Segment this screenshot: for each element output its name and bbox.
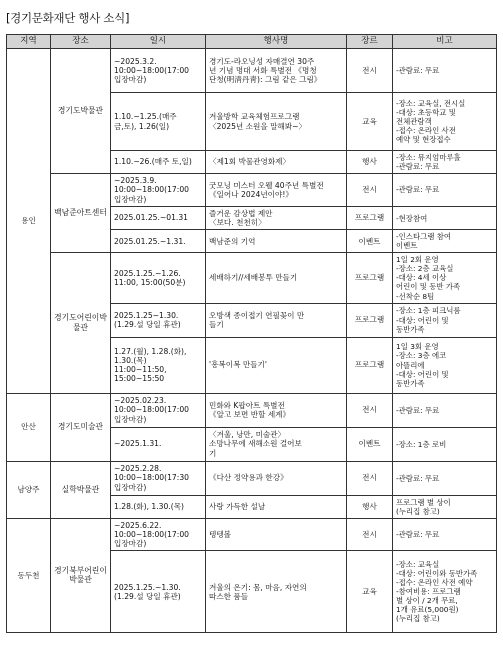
cell-line: 1.10.~1.25.(매주 <box>114 112 177 122</box>
header-date: 일시 <box>111 35 206 49</box>
note-cell <box>393 461 497 495</box>
header-note: 비고 <box>393 35 497 49</box>
cell-line: 11:00~11:50, <box>114 365 167 375</box>
cell-line: -접수: 온라인 사전 예약 <box>396 578 473 588</box>
cell-line: -인스타그램 참여 <box>396 232 451 242</box>
cell-line: -장소: 뮤지엄마루홀 <box>396 153 461 162</box>
cell-line: 입장마감) <box>114 75 147 85</box>
cell-line: 기 <box>209 448 217 458</box>
cell-line: 동반가족 <box>396 324 425 334</box>
cell-line: -대상: 어린이 및 <box>396 315 449 325</box>
cell-line: -관람료: 무료 <box>396 162 440 172</box>
note-cell <box>393 551 497 633</box>
event-cell <box>206 461 347 495</box>
cell-line: 1일 2회 운영 <box>396 255 439 265</box>
note-cell <box>393 93 497 151</box>
cell-line: -대상: 어린이 및 <box>396 369 449 379</box>
date-cell <box>111 303 206 337</box>
cell-line: -대상: 초등학교 및 <box>396 107 456 117</box>
header-venue: 장소 <box>51 35 111 49</box>
cell-line: -관람료: 무료 <box>396 473 440 483</box>
date-cell <box>111 230 206 253</box>
genre-cell: 이벤트 <box>347 230 393 253</box>
cell-line: 들기 <box>209 320 224 330</box>
cell-line: -관람료: 무료 <box>396 529 440 539</box>
cell-line: 금,토), 1.26(일) <box>114 121 170 131</box>
event-cell <box>206 206 347 230</box>
cell-line: 경기도-라오닝성 자매결연 30주 <box>209 56 315 66</box>
genre-cell: 교육 <box>347 551 393 633</box>
cell-line: 2025.1.25~1.30. <box>114 310 179 320</box>
cell-line: 동반가족 <box>396 378 425 388</box>
cell-line: 오방색 종이접기 연필꽂이 만 <box>209 310 305 320</box>
cell-line: 텡텡볼 <box>209 529 232 539</box>
cell-line: ~2025.3.2. <box>114 56 157 66</box>
venue-cell: 실학박물관 <box>51 461 111 518</box>
cell-line: 1.27.(월), 1.28.(화), <box>114 346 187 356</box>
event-cell <box>206 551 347 633</box>
date-cell <box>111 93 206 151</box>
region-cell: 동두천 <box>7 518 51 633</box>
region-cell: 용인 <box>7 49 51 394</box>
date-cell <box>111 518 206 551</box>
cell-line: -대상: 4세 이상 <box>396 273 447 283</box>
date-cell <box>111 461 206 495</box>
note-cell <box>393 230 497 253</box>
cell-line: 2025.1.25.~1.30. <box>114 582 181 592</box>
cell-line: 어린이 및 동반 가족 <box>396 282 461 292</box>
date-cell <box>111 174 206 207</box>
cell-line: 민화와 K팝아트 특별전 <box>209 400 285 410</box>
event-cell <box>206 49 347 93</box>
event-cell <box>206 253 347 303</box>
event-cell <box>206 93 347 151</box>
genre-cell: 전시 <box>347 174 393 207</box>
cell-line: 〈보다. 천천히〉 <box>209 218 266 228</box>
cell-line: ~2025.6.22. <box>114 520 162 530</box>
genre-cell: 프로그램 <box>347 337 393 393</box>
cell-line: -접수: 온라인 사전 <box>396 126 456 136</box>
date-cell <box>111 393 206 427</box>
cell-line: -장소: 1층 로비 <box>396 439 447 449</box>
cell-line: -선착순 8팀 <box>396 291 435 301</box>
event-cell <box>206 303 347 337</box>
cell-line: 1.28.(화), 1.30.(목) <box>114 501 184 511</box>
cell-line: 예약 및 현장접수 <box>396 135 451 145</box>
cell-line: (1.29.설 당일 휴관) <box>114 320 181 330</box>
cell-line: (누리집 참고) <box>396 614 440 624</box>
cell-line: 소망나무에 새해소원 걸어보 <box>209 439 302 449</box>
cell-line: -장소: 3층 에코 <box>396 351 447 361</box>
cell-line: 백남준의 기억 <box>209 236 256 246</box>
genre-cell: 이벤트 <box>347 427 393 461</box>
cell-line: 《일어나 2024년이야!》 <box>209 189 293 199</box>
cell-line: 입장마감) <box>114 414 147 424</box>
note-cell <box>393 303 497 337</box>
date-cell <box>111 551 206 633</box>
cell-line: 세배하기//세배봉투 만들기 <box>209 273 298 283</box>
cell-line: 2025.1.25.~1.26. <box>114 268 181 278</box>
event-cell <box>206 427 347 461</box>
cell-line: -장소: 2층 교육실 <box>396 264 454 274</box>
cell-line: ~2025.3.9. <box>114 176 157 186</box>
table-body <box>7 49 497 633</box>
cell-line: 1.10.~26.(매주 토,일) <box>114 157 192 167</box>
cell-line: 즐거운 감상법 제안 <box>209 208 273 218</box>
cell-line: -관람료: 무료 <box>396 65 440 75</box>
event-cell <box>206 151 347 174</box>
header-region: 지역 <box>7 35 51 49</box>
cell-line: 〈2025년 소원을 말해봐~〉 <box>209 121 307 131</box>
event-cell <box>206 230 347 253</box>
table-row <box>7 461 497 495</box>
genre-cell: 행사 <box>347 495 393 518</box>
table-row <box>7 393 497 427</box>
cell-line: 프로그램 별 상이 <box>396 497 451 507</box>
cell-line: -현장참여 <box>396 213 428 223</box>
cell-line: 10:00~18:00(17:00 <box>114 65 189 75</box>
note-cell <box>393 49 497 93</box>
venue-cell: 경기도미술관 <box>51 393 111 461</box>
cell-line: 《다산 정약용과 한강》 <box>209 473 288 483</box>
date-cell <box>111 206 206 230</box>
cell-line: 전체관람객 <box>396 116 432 126</box>
cell-line: ~2025.02.23. <box>114 396 167 406</box>
venue-cell: 경기북부어린이박물관 <box>51 518 111 633</box>
cell-line: 2025.01.25.~01.31 <box>114 213 188 223</box>
cell-line: 년 기념 명대 서화 특별전 《명청 <box>209 65 317 75</box>
cell-line: 입장마감) <box>114 539 147 549</box>
note-cell <box>393 495 497 518</box>
cell-line: 이벤트 <box>396 241 418 251</box>
header-event: 행사명 <box>206 35 347 49</box>
cell-line: 10:00~18:00(17:30 <box>114 473 189 483</box>
genre-cell: 프로그램 <box>347 303 393 337</box>
note-cell <box>393 253 497 303</box>
cell-line: -장소: 교육실 <box>396 560 440 570</box>
cell-line: -대상: 어린이와 동반가족 <box>396 569 478 579</box>
table-row <box>7 253 497 303</box>
table-row <box>7 174 497 207</box>
cell-line: 1개 유료(5,000원) <box>396 605 459 615</box>
table-row <box>7 518 497 551</box>
genre-cell: 교육 <box>347 93 393 151</box>
genre-cell: 전시 <box>347 461 393 495</box>
cell-line: 굿모닝 미스터 오웰 40주년 특별전 <box>209 180 324 190</box>
cell-line: (누리집 참고) <box>396 506 440 516</box>
venue-cell: 경기도어린이박물관 <box>51 253 111 393</box>
cell-line: 입장마감) <box>114 482 147 492</box>
cell-line: -장소: 1층 피크닉룸 <box>396 306 461 316</box>
genre-cell: 전시 <box>347 518 393 551</box>
page-title: [경기문화재단 행사 소식] <box>6 11 130 25</box>
cell-line: '흥복이복 만들기' <box>209 360 267 370</box>
cell-line: 10:00~18:00(17:00 <box>114 405 189 415</box>
cell-line: 1일 3회 운영 <box>396 342 439 352</box>
genre-cell: 행사 <box>347 151 393 174</box>
event-cell <box>206 518 347 551</box>
events-table <box>6 34 497 633</box>
cell-line: ~2025.1.31. <box>114 439 162 449</box>
cell-line: 10:00~18:00(17:00 <box>114 185 189 195</box>
cell-line: ~2025.2.28. <box>114 464 162 474</box>
cell-line: 《알고 보면 반할 세계》 <box>209 410 291 420</box>
cell-line: 아뜰리에 <box>396 360 425 370</box>
event-cell <box>206 495 347 518</box>
venue-cell: 경기도박물관 <box>51 49 111 174</box>
date-cell <box>111 337 206 393</box>
note-cell <box>393 151 497 174</box>
cell-line: 겨울의 온기: 몸, 마음, 자연의 <box>209 582 307 592</box>
cell-line: -관람료: 무료 <box>396 405 440 415</box>
note-cell <box>393 206 497 230</box>
date-cell <box>111 427 206 461</box>
table-row <box>7 49 497 93</box>
cell-line: 따스한 품들 <box>209 591 249 601</box>
table-header-row <box>7 35 497 49</box>
region-cell: 안산 <box>7 393 51 461</box>
cell-line: 입장마감) <box>114 194 147 204</box>
cell-line: -장소: 교육실, 전시실 <box>396 98 466 108</box>
genre-cell: 전시 <box>347 49 393 93</box>
genre-cell: 전시 <box>347 393 393 427</box>
cell-line: 2025.01.25.~1.31. <box>114 236 186 246</box>
cell-line: 별 상이 / 2개 무료, <box>396 596 458 606</box>
cell-line: 〈제1회 박물관영화제〉 <box>209 157 291 167</box>
date-cell <box>111 151 206 174</box>
cell-line: -관람료: 무료 <box>396 185 440 195</box>
date-cell <box>111 49 206 93</box>
cell-line: 단청(明淸丹靑): 그림 같은 그림》 <box>209 75 322 85</box>
note-cell <box>393 337 497 393</box>
genre-cell: 프로그램 <box>347 253 393 303</box>
cell-line: 15:00~15:50 <box>114 374 165 384</box>
note-cell <box>393 427 497 461</box>
region-cell: 남양주 <box>7 461 51 518</box>
cell-line: 겨울방학 교육체험프로그램 <box>209 112 300 122</box>
cell-line: 사랑 가득한 설날 <box>209 501 266 511</box>
header-genre: 장르 <box>347 35 393 49</box>
cell-line: 〈겨울, 낭만, 미술관〉 <box>209 430 286 440</box>
event-cell <box>206 337 347 393</box>
cell-line: 11:00, 15:00(50분) <box>114 277 186 287</box>
note-cell <box>393 518 497 551</box>
cell-line: -참여비용: 프로그램 <box>396 587 461 597</box>
venue-cell: 백남준아트센터 <box>51 174 111 253</box>
note-cell <box>393 393 497 427</box>
date-cell <box>111 495 206 518</box>
event-cell <box>206 174 347 207</box>
note-cell <box>393 174 497 207</box>
date-cell <box>111 253 206 303</box>
cell-line: 10:00~18:00(17:00 <box>114 529 189 539</box>
cell-line: (1.29.설 당일 휴관) <box>114 591 181 601</box>
event-cell <box>206 393 347 427</box>
cell-line: 1.30.(목) <box>114 355 147 365</box>
genre-cell: 프로그램 <box>347 206 393 230</box>
